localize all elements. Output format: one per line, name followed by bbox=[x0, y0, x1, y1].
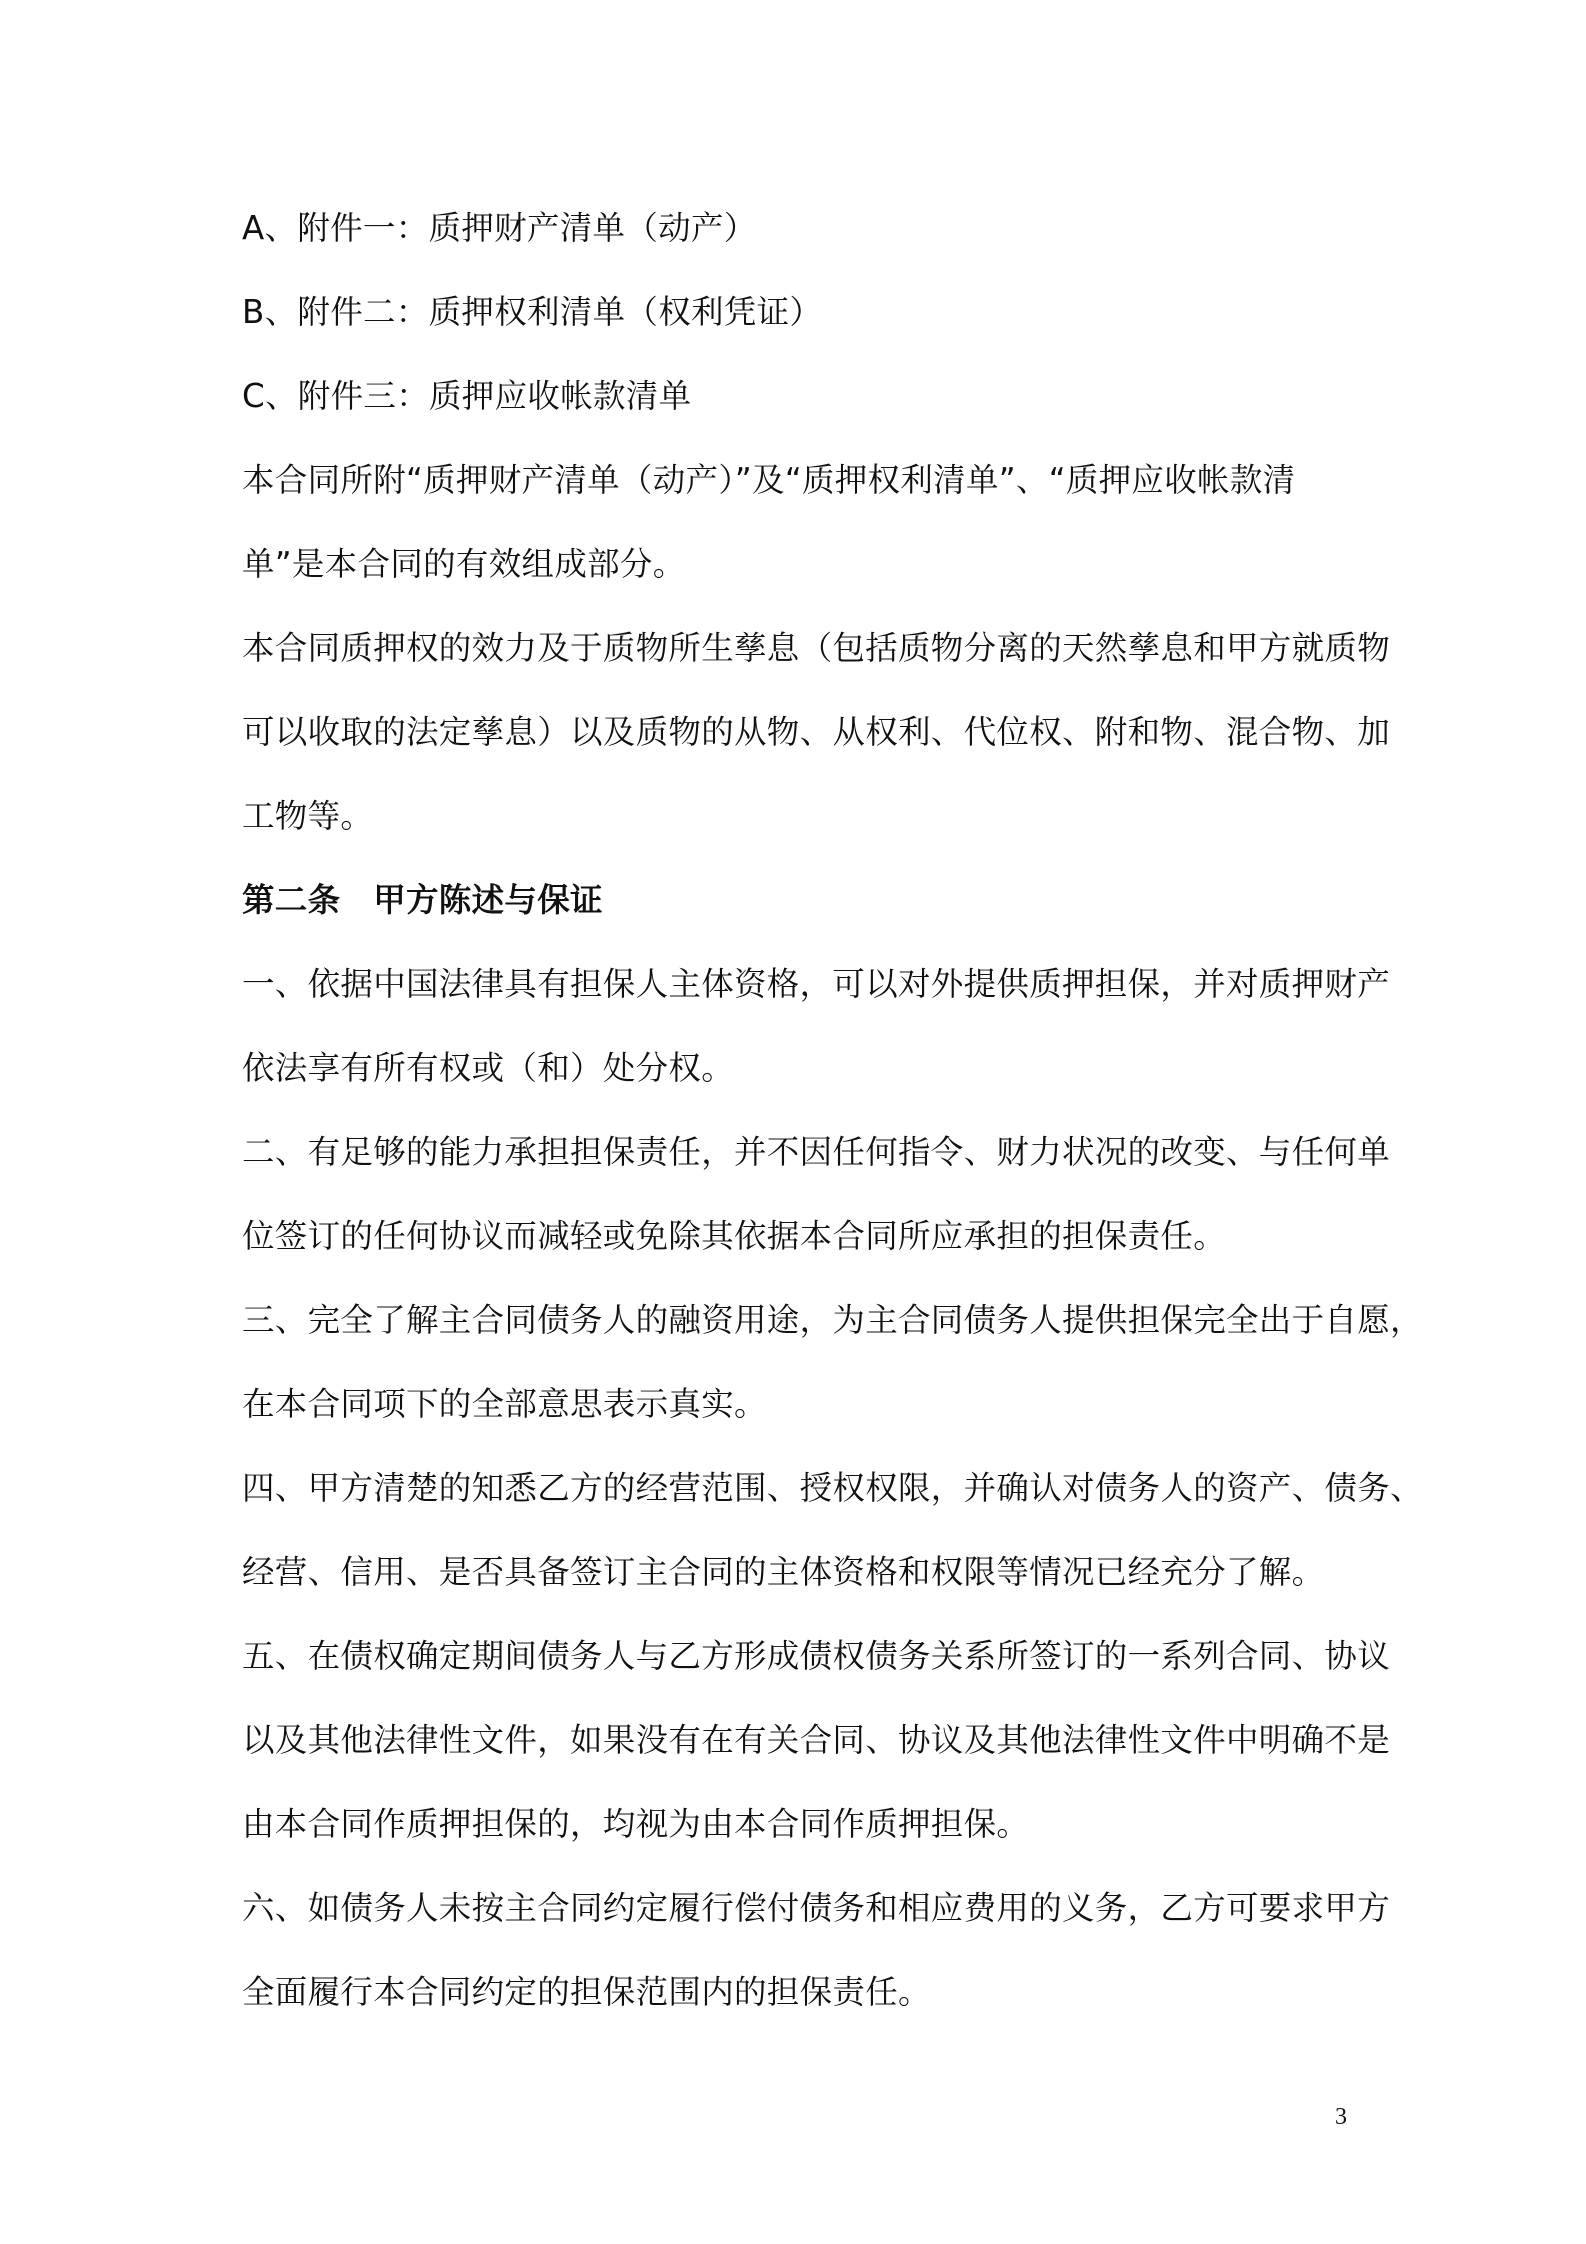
paragraph-line: 一、依据中国法律具有担保人主体资格，可以对外提供质押担保，并对质押财产 bbox=[242, 965, 1391, 1003]
attachment-line-c: C、附件三：质押应收帐款清单 bbox=[242, 377, 692, 415]
paragraph-line: 单”是本合同的有效组成部分。 bbox=[242, 545, 686, 583]
attachment-line-b: B、附件二：质押权利清单（权利凭证） bbox=[242, 293, 823, 331]
page-number: 3 bbox=[1335, 2104, 1347, 2130]
paragraph-line: 本合同质押权的效力及于质物所生孳息（包括质物分离的天然孳息和甲方就质物 bbox=[242, 629, 1391, 667]
paragraph-line: 在本合同项下的全部意思表示真实。 bbox=[242, 1385, 767, 1423]
paragraph-line: 依法享有所有权或（和）处分权。 bbox=[242, 1049, 735, 1087]
paragraph-line: 三、完全了解主合同债务人的融资用途，为主合同债务人提供担保完全出于自愿， bbox=[242, 1301, 1423, 1339]
paragraph-line: 工物等。 bbox=[242, 797, 374, 835]
paragraph-line: 经营、信用、是否具备签订主合同的主体资格和权限等情况已经充分了解。 bbox=[242, 1553, 1325, 1591]
paragraph-line: 由本合同作质押担保的，均视为由本合同作质押担保。 bbox=[242, 1805, 1030, 1843]
paragraph-line: 本合同所附“质押财产清单（动产）”及“质押权利清单”、“质押应收帐款清 bbox=[242, 461, 1296, 499]
paragraph-line: 可以收取的法定孳息）以及质物的从物、从权利、代位权、附和物、混合物、加 bbox=[242, 713, 1391, 751]
paragraph-line: 全面履行本合同约定的担保范围内的担保责任。 bbox=[242, 1973, 931, 2011]
section-heading: 第二条 甲方陈述与保证 bbox=[242, 881, 603, 919]
paragraph-line: 位签订的任何协议而减轻或免除其依据本合同所应承担的担保责任。 bbox=[242, 1217, 1227, 1255]
paragraph-line: 五、在债权确定期间债务人与乙方形成债权债务关系所签订的一系列合同、协议 bbox=[242, 1637, 1391, 1675]
attachment-line-a: A、附件一：质押财产清单（动产） bbox=[242, 209, 757, 247]
paragraph-line: 二、有足够的能力承担担保责任，并不因任何指令、财力状况的改变、与任何单 bbox=[242, 1133, 1391, 1171]
paragraph-line: 四、甲方清楚的知悉乙方的经营范围、授权权限，并确认对债务人的资产、债务、 bbox=[242, 1469, 1423, 1507]
paragraph-line: 六、如债务人未按主合同约定履行偿付债务和相应费用的义务，乙方可要求甲方 bbox=[242, 1889, 1391, 1927]
paragraph-line: 以及其他法律性文件，如果没有在有关合同、协议及其他法律性文件中明确不是 bbox=[242, 1721, 1391, 1759]
